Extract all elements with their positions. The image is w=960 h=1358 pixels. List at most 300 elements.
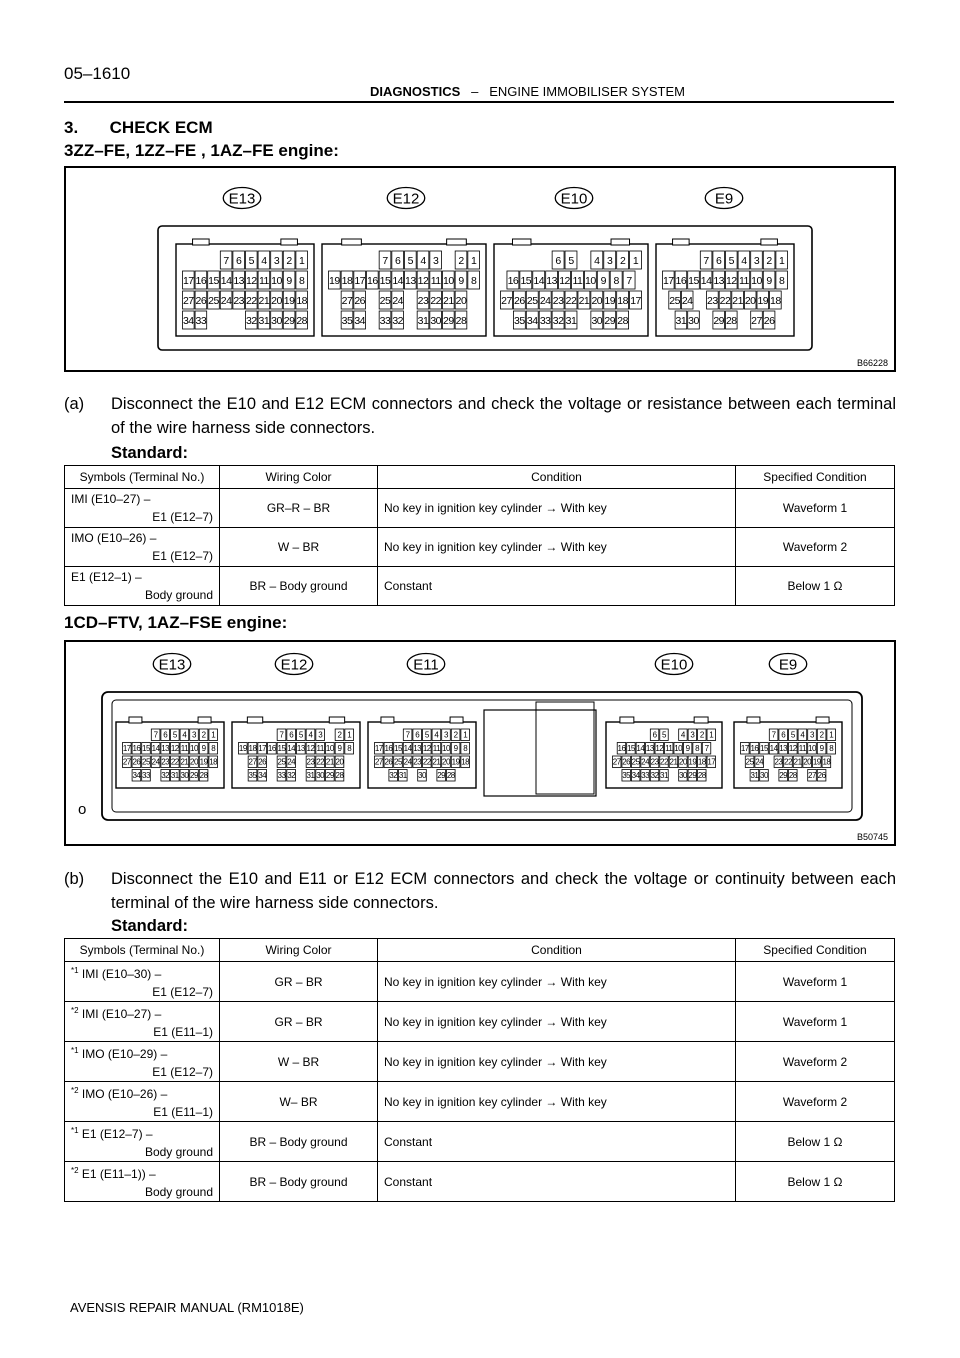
terminal-number: 9 (766, 274, 772, 287)
connector-latch (747, 717, 760, 723)
terminal-number: 3 (444, 730, 448, 740)
terminal-number: 18 (617, 294, 628, 307)
chapter-name: ENGINE IMMOBILISER SYSTEM (489, 84, 685, 99)
terminal-number: 17 (354, 274, 366, 287)
terminal-number: 8 (463, 744, 468, 754)
connector-label: E12 (392, 190, 420, 208)
terminal-number: 23 (707, 294, 718, 307)
terminal-number: 32 (287, 771, 296, 781)
terminal-number: 28 (335, 771, 344, 781)
terminal-number: 12 (417, 274, 429, 287)
terminal-number: 31 (258, 314, 270, 327)
terminal-number: 34 (354, 314, 366, 327)
terminal-number: 16 (507, 274, 519, 287)
terminal-number: 30 (180, 771, 189, 781)
connector-latch (512, 239, 530, 245)
terminal-number: 28 (199, 771, 208, 781)
terminal-number: 32 (552, 314, 564, 327)
terminal-number: 21 (325, 757, 334, 767)
terminal-number: 27 (248, 757, 257, 767)
figure-code: B50745 (856, 832, 888, 842)
terminal-number: 27 (612, 757, 621, 767)
manual-footer: AVENSIS REPAIR MANUAL (RM1018E) (70, 1300, 304, 1315)
terminal-number: 24 (392, 294, 404, 307)
terminal-number: 33 (641, 771, 650, 781)
terminal-number: 32 (650, 771, 659, 781)
terminal-number: 5 (172, 730, 177, 740)
terminal-number: 15 (394, 744, 402, 754)
spec-cell: Waveform 1 (736, 1002, 895, 1042)
spec-cell: Below 1 Ω (736, 1162, 895, 1202)
connector-figure-2 (64, 640, 896, 846)
terminal-number: 21 (258, 294, 270, 307)
terminal-number: 18 (770, 294, 781, 307)
terminal-number: 34 (132, 771, 141, 781)
terminal-number: 31 (417, 314, 429, 327)
terminal-number: 28 (788, 771, 797, 781)
connector-label: E10 (560, 190, 588, 208)
terminal-number: 14 (700, 274, 712, 287)
connector-latch (694, 717, 708, 723)
terminal-number: 11 (180, 744, 189, 754)
terminal-number: 14 (287, 744, 296, 754)
terminal-number: 5 (298, 730, 303, 740)
step-number: 3. (64, 118, 79, 137)
terminal-number: 17 (630, 294, 641, 307)
terminal-number: 19 (688, 757, 697, 767)
terminal-number: 5 (248, 254, 254, 267)
terminal-number: 28 (697, 771, 706, 781)
terminal-number: 11 (798, 744, 807, 754)
terminal-number: 3 (753, 254, 760, 267)
figure-code: B66228 (856, 358, 888, 368)
terminal-number: 12 (245, 274, 257, 287)
terminal-number: 15 (277, 744, 286, 754)
terminal-number: 21 (793, 757, 802, 767)
terminal-number: 8 (829, 744, 834, 754)
terminal-number: 2 (699, 730, 704, 740)
page-number: 05–1610 (64, 64, 131, 83)
terminal-number: 18 (822, 757, 831, 767)
symbol-cell: IMO (E10–26) – E1 (E12–7) (65, 528, 220, 567)
terminal-number: 20 (803, 757, 812, 767)
condition-cell: Constant (378, 567, 736, 606)
terminal-number: 4 (434, 730, 439, 740)
col-condition: Condition (378, 939, 736, 962)
table-row (65, 1082, 895, 1122)
col-wiring-color: Wiring Color (220, 939, 378, 962)
terminal-number: 1 (470, 254, 477, 267)
terminal-number: 25 (745, 757, 754, 767)
terminal-number: 2 (286, 254, 292, 267)
wiring-color-cell: BR – Body ground (220, 1162, 378, 1202)
terminal-number: 28 (455, 314, 467, 327)
terminal-number: 3 (273, 254, 280, 267)
terminal-number: 5 (407, 254, 414, 267)
terminal-number: 4 (741, 254, 747, 267)
terminal-number: 14 (220, 274, 232, 287)
terminal-number: 32 (392, 314, 404, 327)
terminal-number: 31 (565, 314, 577, 327)
terminal-number: 27 (808, 771, 816, 781)
terminal-number: 21 (669, 757, 678, 767)
terminal-number: 20 (271, 294, 282, 307)
terminal-number: 22 (784, 757, 792, 767)
terminal-number: 26 (195, 294, 207, 307)
terminal-number: 17 (122, 744, 131, 754)
terminal-number: 2 (201, 730, 206, 740)
terminal-number: 3 (607, 254, 613, 267)
wiring-color-cell: W– BR (220, 1082, 378, 1122)
terminal-number: 6 (289, 730, 294, 740)
terminal-number: 25 (631, 757, 640, 767)
symbol-cell: E1 (E12–1) – Body ground (65, 567, 220, 606)
wiring-color-cell: W – BR (220, 1042, 378, 1082)
terminal-number: 31 (660, 771, 668, 781)
terminal-number: 12 (725, 274, 737, 287)
terminal-number: 31 (398, 771, 407, 781)
terminal-number: 27 (122, 757, 131, 767)
terminal-number: 11 (432, 744, 441, 754)
terminal-number: 19 (812, 757, 821, 767)
terminal-number: 20 (744, 294, 756, 307)
spec-cell: Waveform 2 (736, 1042, 895, 1082)
terminal-number: 10 (808, 744, 816, 754)
terminal-number: 13 (413, 744, 422, 754)
terminal-number: 25 (277, 757, 286, 767)
terminal-number: 3 (192, 730, 196, 740)
connector-latch (761, 239, 778, 245)
terminal-number: 29 (779, 771, 788, 781)
connector-latch (329, 717, 344, 723)
terminal-number: 17 (740, 744, 749, 754)
terminal-number: 22 (430, 294, 442, 307)
condition-cell: Constant (378, 1122, 736, 1162)
terminal-number: 35 (622, 771, 631, 781)
terminal-number: 31 (750, 771, 759, 781)
terminal-number: 9 (458, 274, 464, 287)
terminal-number: 29 (688, 771, 697, 781)
terminal-number: 10 (674, 744, 683, 754)
terminal-number: 13 (161, 744, 170, 754)
table-row (65, 567, 895, 606)
terminal-number: 20 (190, 757, 198, 767)
terminal-number: 15 (379, 274, 391, 287)
connector-latch (381, 717, 394, 723)
terminal-number: 2 (819, 730, 824, 740)
step-heading (64, 118, 213, 138)
terminal-number: 30 (316, 771, 325, 781)
terminal-number: 17 (662, 274, 674, 287)
terminal-number: 1 (829, 730, 834, 740)
terminal-number: 26 (622, 757, 631, 767)
terminal-number: 7 (153, 730, 158, 740)
terminal-number: 10 (325, 744, 334, 754)
condition-cell: No key in ignition key cylinder → With key (378, 528, 736, 567)
terminal-number: 24 (287, 757, 296, 767)
terminal-number: 15 (208, 274, 219, 287)
terminal-number: 4 (420, 254, 426, 267)
terminal-number: 29 (713, 314, 725, 327)
terminal-number: 7 (703, 254, 709, 267)
terminal-number: 28 (617, 314, 628, 327)
engine-heading-2: 1CD–FTV, 1AZ–FSE engine: (64, 613, 288, 632)
standard-label-b: Standard: (111, 917, 189, 935)
engine-heading-1: 3ZZ–FE, 1ZZ–FE , 1AZ–FE engine: (64, 141, 339, 160)
terminal-number: 29 (190, 771, 198, 781)
connector-label: E13 (158, 656, 186, 674)
terminal-number: 3 (690, 730, 695, 740)
terminal-number: 12 (422, 744, 431, 754)
terminal-number: 8 (779, 274, 785, 287)
terminal-number: 16 (675, 274, 687, 287)
terminal-number: 20 (678, 757, 687, 767)
terminal-number: 23 (413, 757, 422, 767)
connector-latch (247, 717, 262, 723)
terminal-number: 23 (650, 757, 659, 767)
connector-latch (620, 717, 634, 723)
terminal-number: 7 (771, 730, 776, 740)
terminal-number: 30 (430, 314, 442, 327)
terminal-number: 15 (688, 274, 699, 287)
terminal-number: 4 (182, 730, 187, 740)
terminal-number: 19 (757, 294, 769, 307)
terminal-number: 2 (458, 254, 464, 267)
terminal-number: 1 (299, 254, 305, 267)
terminal-number: 29 (283, 314, 295, 327)
terminal-number: 14 (769, 744, 778, 754)
terminal-number: 19 (199, 757, 208, 767)
terminal-number: 33 (539, 314, 551, 327)
terminal-number: 12 (559, 274, 570, 287)
terminal-number: 27 (182, 294, 194, 307)
terminal-number: 11 (665, 744, 673, 754)
terminal-number: 7 (279, 730, 284, 740)
terminal-number: 24 (539, 294, 551, 307)
terminal-number: 22 (245, 294, 257, 307)
instruction-b-text: Disconnect the E10 and E11 or E12 ECM connectors and check the voltage or continuity between each terminal of the wire harness side connectors. (111, 870, 896, 912)
terminal-number: 14 (151, 744, 160, 754)
terminal-number: 8 (211, 744, 216, 754)
running-header (370, 84, 685, 99)
terminal-number: 33 (277, 771, 286, 781)
terminal-number: 21 (578, 294, 590, 307)
terminal-number: 6 (394, 254, 401, 267)
terminal-number: 11 (572, 274, 583, 287)
condition-cell: Constant (378, 1162, 736, 1202)
col-condition: Condition (378, 466, 736, 489)
table-row (65, 1042, 895, 1082)
symbol-cell: $^{*2}$ IMO (E10–26) – E1 (E11–1) (65, 1082, 220, 1122)
terminal-number: 22 (170, 757, 179, 767)
terminal-number: 4 (800, 730, 805, 740)
terminal-number: 25 (379, 294, 391, 307)
standard-label-a: Standard: (111, 444, 189, 462)
terminal-number: 21 (432, 757, 441, 767)
footnote-mark: *2 (71, 1166, 79, 1175)
table-header-row (65, 466, 895, 489)
terminal-number: 26 (132, 757, 141, 767)
condition-cell: No key in ignition key cylinder → With key (378, 1042, 736, 1082)
spec-cell: Waveform 1 (736, 962, 895, 1002)
instruction-a-label: (a) (64, 395, 85, 413)
spec-cell: Waveform 1 (736, 489, 895, 528)
connector-label: E10 (660, 656, 688, 674)
terminal-number: 11 (258, 274, 269, 287)
terminal-number: 19 (451, 757, 460, 767)
terminal-number: 20 (591, 294, 603, 307)
connector-latch (281, 239, 298, 245)
terminal-number: 6 (236, 254, 242, 267)
table-row (65, 1002, 895, 1042)
terminal-number: 19 (238, 744, 247, 754)
terminal-number: 25 (394, 757, 402, 767)
terminal-number: 24 (403, 757, 412, 767)
symbol-cell: $^{*2}$ IMI (E10–27) – E1 (E11–1) (65, 1002, 220, 1042)
terminal-number: 33 (142, 771, 150, 781)
footnote-mark: *1 (71, 1126, 79, 1135)
terminal-number: 11 (316, 744, 324, 754)
terminal-number: 30 (418, 771, 426, 781)
terminal-number: 12 (788, 744, 797, 754)
connector-latch (816, 717, 829, 723)
terminal-number: 33 (379, 314, 391, 327)
terminal-number: 16 (617, 744, 626, 754)
terminal-number: 2 (619, 254, 626, 267)
terminal-number: 19 (328, 274, 340, 287)
terminal-number: 8 (347, 744, 352, 754)
terminal-number: 18 (461, 757, 470, 767)
terminal-number: 35 (248, 771, 257, 781)
terminal-number: 13 (713, 274, 725, 287)
wiring-color-cell: GR – BR (220, 1002, 378, 1042)
terminal-number: 27 (374, 757, 383, 767)
terminal-number: 6 (555, 254, 561, 267)
col-specified-condition: Specified Condition (736, 939, 895, 962)
condition-cell: No key in ignition key cylinder → With key (378, 1002, 736, 1042)
terminal-number: 7 (223, 254, 229, 267)
terminal-number: 1 (463, 730, 468, 740)
terminal-number: 23 (306, 757, 315, 767)
terminal-number: 2 (453, 730, 458, 740)
terminal-number: 7 (626, 274, 632, 287)
terminal-number: 5 (728, 254, 734, 267)
terminal-number: 29 (437, 771, 446, 781)
terminal-number: 1 (632, 254, 639, 267)
terminal-number: 26 (384, 757, 393, 767)
terminal-number: 3 (432, 254, 439, 267)
table-header-row (65, 939, 895, 962)
terminal-number: 8 (613, 274, 619, 287)
terminal-number: 18 (697, 757, 706, 767)
connector-figure-1 (64, 166, 896, 372)
terminal-number: 28 (725, 314, 737, 327)
terminal-number: 6 (716, 254, 722, 267)
terminal-number: 13 (233, 274, 245, 287)
terminal-number: 27 (341, 294, 353, 307)
terminal-number: 27 (751, 314, 762, 327)
terminal-number: 32 (161, 771, 170, 781)
col-specified-condition: Specified Condition (736, 466, 895, 489)
terminal-number: 7 (704, 744, 709, 754)
terminal-number: 16 (384, 744, 393, 754)
terminal-number: 34 (631, 771, 640, 781)
terminal-number: 35 (514, 314, 525, 327)
terminal-number: 11 (738, 274, 749, 287)
terminal-number: 20 (442, 757, 450, 767)
terminal-number: 13 (546, 274, 557, 287)
terminal-number: 9 (819, 744, 824, 754)
terminal-number: 26 (817, 771, 826, 781)
table-row (65, 1122, 895, 1162)
terminal-number: 2 (766, 254, 772, 267)
spec-table-1 (64, 465, 895, 606)
connector-label: E11 (413, 656, 439, 674)
condition-cell: No key in ignition key cylinder → With key (378, 962, 736, 1002)
terminal-number: 4 (261, 254, 267, 267)
terminal-number: 25 (526, 294, 538, 307)
terminal-number: 13 (645, 744, 654, 754)
terminal-number: 9 (201, 744, 206, 754)
terminal-number: 23 (552, 294, 564, 307)
terminal-number: 18 (296, 294, 308, 307)
terminal-number: 24 (681, 294, 693, 307)
instruction-a-text: Disconnect the E10 and E12 ECM connectors and check the voltage or resistance between each terminal of the wire harness side connectors. (111, 395, 896, 437)
header-separator: – (471, 84, 479, 99)
terminal-number: 24 (755, 757, 764, 767)
col-symbols: Symbols (Terminal No.) (65, 939, 220, 962)
footnote-mark: *2 (71, 1086, 79, 1095)
terminal-number: 30 (760, 771, 768, 781)
terminal-number: 15 (520, 274, 532, 287)
terminal-number: 22 (565, 294, 577, 307)
connector-latch (193, 239, 210, 245)
spec-table-2 (64, 938, 895, 1202)
terminal-number: 11 (430, 274, 441, 287)
terminal-number: 21 (180, 757, 189, 767)
terminal-number: 10 (271, 274, 282, 287)
terminal-number: 10 (442, 744, 450, 754)
center-module (484, 710, 596, 796)
terminal-number: 22 (660, 757, 668, 767)
terminal-number: 16 (267, 744, 276, 754)
terminal-number: 35 (341, 314, 353, 327)
terminal-number: 30 (591, 314, 603, 327)
terminal-number: 28 (446, 771, 455, 781)
terminal-number: 31 (306, 771, 315, 781)
connector-label: E13 (228, 190, 256, 208)
symbol-cell: $^{*1}$ IMI (E10–30) – E1 (E12–7) (65, 962, 220, 1002)
terminal-number: 1 (779, 254, 785, 267)
terminal-number: 9 (286, 274, 292, 287)
terminal-number: 14 (533, 274, 545, 287)
terminal-number: 1 (211, 730, 216, 740)
terminal-number: 22 (422, 757, 431, 767)
terminal-number: 8 (470, 274, 477, 287)
terminal-number: 15 (142, 744, 150, 754)
terminal-number: 16 (750, 744, 759, 754)
terminal-number: 9 (685, 744, 690, 754)
terminal-number: 16 (195, 274, 207, 287)
symbol-cell: $^{*1}$ IMO (E10–29) – E1 (E12–7) (65, 1042, 220, 1082)
terminal-number: 17 (707, 757, 716, 767)
terminal-number: 1 (709, 730, 714, 740)
terminal-number: 13 (404, 274, 416, 287)
terminal-number: 30 (678, 771, 687, 781)
connector-latch (342, 239, 362, 245)
condition-cell: No key in ignition key cylinder → With key (378, 1082, 736, 1122)
terminal-number: 14 (403, 744, 412, 754)
